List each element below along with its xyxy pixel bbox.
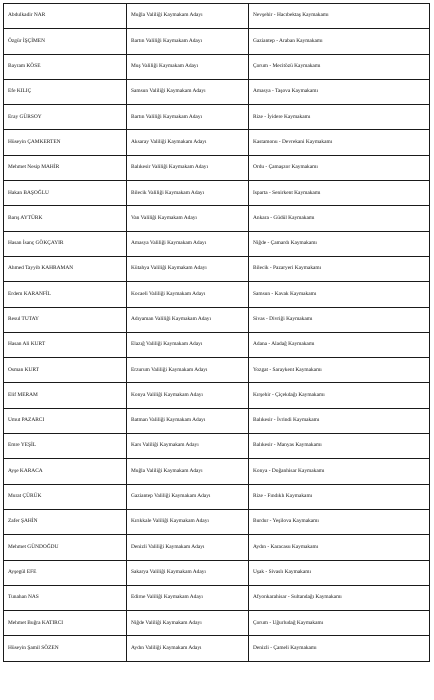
current-post-cell: Edirne Valiliği Kaymakam Adayı [127,585,249,610]
current-post-cell: Batman Valiliği Kaymakam Adayı [127,408,249,433]
appointed-post-cell: Adana - Aladağ Kaymakamı [249,332,430,357]
appointed-post-cell: Afyonkarahisar - Sultandağı Kaymakamı [249,585,430,610]
appointment-table [3,3,430,662]
appointed-post-cell: Çorum - Uğurludağ Kaymakamı [249,611,430,636]
table-row [4,282,430,307]
person-name-cell: Emre YEŞİL [4,434,127,459]
current-post-cell: Muğla Valiliği Kaymakam Adayı [127,4,249,29]
appointed-post-cell: Burdur - Yeşilova Kaymakamı [249,509,430,534]
person-name-cell: Mehmet GÜNDOĞDU [4,535,127,560]
current-post-cell: Elazığ Valiliği Kaymakam Adayı [127,332,249,357]
person-name-cell: Hakan BAŞOĞLU [4,181,127,206]
appointed-post-cell: Samsun - Kavak Kaymakamı [249,282,430,307]
current-post-cell: Kütahya Valiliği Kaymakam Adayı [127,256,249,281]
person-name-cell: Tunahan NAS [4,585,127,610]
appointed-post-cell: Denizli - Çameli Kaymakamı [249,636,430,661]
current-post-cell: Van Valiliği Kaymakam Adayı [127,206,249,231]
appointed-post-cell: Kırşehir - Çiçekdağı Kaymakamı [249,383,430,408]
person-name-cell: Erdem KARANFİL [4,282,127,307]
person-name-cell: Mehmet Nesip MAHİR [4,155,127,180]
person-name-cell: Efe KILIÇ [4,79,127,104]
current-post-cell: Bartın Valiliği Kaymakam Adayı [127,105,249,130]
person-name-cell: Ayşe KARACA [4,459,127,484]
person-name-cell: Murat ÇÜRÜK [4,484,127,509]
current-post-cell: Samsun Valiliği Kaymakam Adayı [127,79,249,104]
current-post-cell: Amasya Valiliği Kaymakam Adayı [127,231,249,256]
appointed-post-cell: Uşak - Sivaslı Kaymakamı [249,560,430,585]
appointed-post-cell: Kastamonu - Devrekani Kaymakamı [249,130,430,155]
appointed-post-cell: Bilecik - Pazaryeri Kaymakamı [249,256,430,281]
table-row [4,408,430,433]
person-name-cell: Hasan Ali KURT [4,332,127,357]
person-name-cell: Barış AYTÜRK [4,206,127,231]
appointed-post-cell: Rize - İyidere Kaymakamı [249,105,430,130]
person-name-cell: Eray GÜRSOY [4,105,127,130]
table-row [4,383,430,408]
table-row [4,332,430,357]
current-post-cell: Bartın Valiliği Kaymakam Adayı [127,29,249,54]
table-row [4,105,430,130]
appointed-post-cell: Konya - Doğanhisar Kaymakamı [249,459,430,484]
person-name-cell: Ayşegül EFE [4,560,127,585]
current-post-cell: Niğde Valiliği Kaymakam Adayı [127,611,249,636]
table-row [4,231,430,256]
table-row [4,206,430,231]
current-post-cell: Kocaeli Valiliği Kaymakam Adayı [127,282,249,307]
current-post-cell: Bilecik Valiliği Kaymakam Adayı [127,181,249,206]
person-name-cell: Umut PAZARCI [4,408,127,433]
current-post-cell: Muğla Valiliği Kaymakam Adayı [127,459,249,484]
current-post-cell: Aksaray Valiliği Kaymakam Adayı [127,130,249,155]
appointed-post-cell: Sivas - Divriği Kaymakamı [249,307,430,332]
current-post-cell: Kırıkkale Valiliği Kaymakam Adayı [127,509,249,534]
appointed-post-cell: Çorum - Mecitözü Kaymakamı [249,54,430,79]
appointed-post-cell: Nevşehir - Hacıbektaş Kaymakamı [249,4,430,29]
table-row [4,29,430,54]
current-post-cell: Muş Valiliği Kaymakam Adayı [127,54,249,79]
person-name-cell: Ahmed Tayyib KAHRAMAN [4,256,127,281]
table-row [4,535,430,560]
person-name-cell: Abdulkadir NAR [4,4,127,29]
person-name-cell: Hüseyin ÇAMKERTEN [4,130,127,155]
person-name-cell: Elif MERAM [4,383,127,408]
current-post-cell: Sakarya Valiliği Kaymakam Adayı [127,560,249,585]
person-name-cell: Resul TUTAY [4,307,127,332]
appointed-post-cell: Amasya - Taşova Kaymakamı [249,79,430,104]
table-row [4,54,430,79]
person-name-cell: Özgür İŞÇİMEN [4,29,127,54]
table-row [4,130,430,155]
current-post-cell: Balıkesir Valiliği Kaymakam Adayı [127,155,249,180]
document-page [3,3,429,662]
person-name-cell: Mehmet Buğra KATIRCI [4,611,127,636]
person-name-cell: Hasan İsanç GÖKÇAYIR [4,231,127,256]
table-row [4,358,430,383]
appointed-post-cell: Niğde - Çamardı Kaymakamı [249,231,430,256]
current-post-cell: Kars Valiliği Kaymakam Adayı [127,434,249,459]
person-name-cell: Bayram KÖSE [4,54,127,79]
current-post-cell: Adıyaman Valiliği Kaymakam Adayı [127,307,249,332]
person-name-cell: Osman KURT [4,358,127,383]
appointed-post-cell: Aydın - Karacasu Kaymakamı [249,535,430,560]
appointed-post-cell: Balıkesir - İvrindi Kaymakamı [249,408,430,433]
table-row [4,484,430,509]
appointed-post-cell: Rize - Fındıklı Kaymakamı [249,484,430,509]
table-row [4,560,430,585]
table-row [4,79,430,104]
appointed-post-cell: Balıkesir - Manyas Kaymakamı [249,434,430,459]
appointment-table-body [4,4,430,662]
appointed-post-cell: Isparta - Senirkent Kaymakamı [249,181,430,206]
table-row [4,585,430,610]
appointed-post-cell: Ankara - Güdül Kaymakamı [249,206,430,231]
current-post-cell: Gaziantep Valiliği Kaymakam Adayı [127,484,249,509]
table-row [4,4,430,29]
table-row [4,155,430,180]
table-row [4,434,430,459]
table-row [4,307,430,332]
table-row [4,181,430,206]
current-post-cell: Denizli Valiliği Kaymakam Adayı [127,535,249,560]
appointed-post-cell: Ordu - Çamaşzor Kaymakamı [249,155,430,180]
table-row [4,636,430,661]
table-row [4,509,430,534]
table-row [4,256,430,281]
current-post-cell: Aydın Valiliği Kaymakam Adayı [127,636,249,661]
appointed-post-cell: Yozgat - Saraykent Kaymakamı [249,358,430,383]
person-name-cell: Hüseyin Şamil SÖZEN [4,636,127,661]
person-name-cell: Zafer ŞAHİN [4,509,127,534]
table-row [4,611,430,636]
appointed-post-cell: Gaziantep - Araban Kaymakamı [249,29,430,54]
current-post-cell: Erzurum Valiliği Kaymakam Adayı [127,358,249,383]
table-row [4,459,430,484]
current-post-cell: Konya Valiliği Kaymakam Adayı [127,383,249,408]
